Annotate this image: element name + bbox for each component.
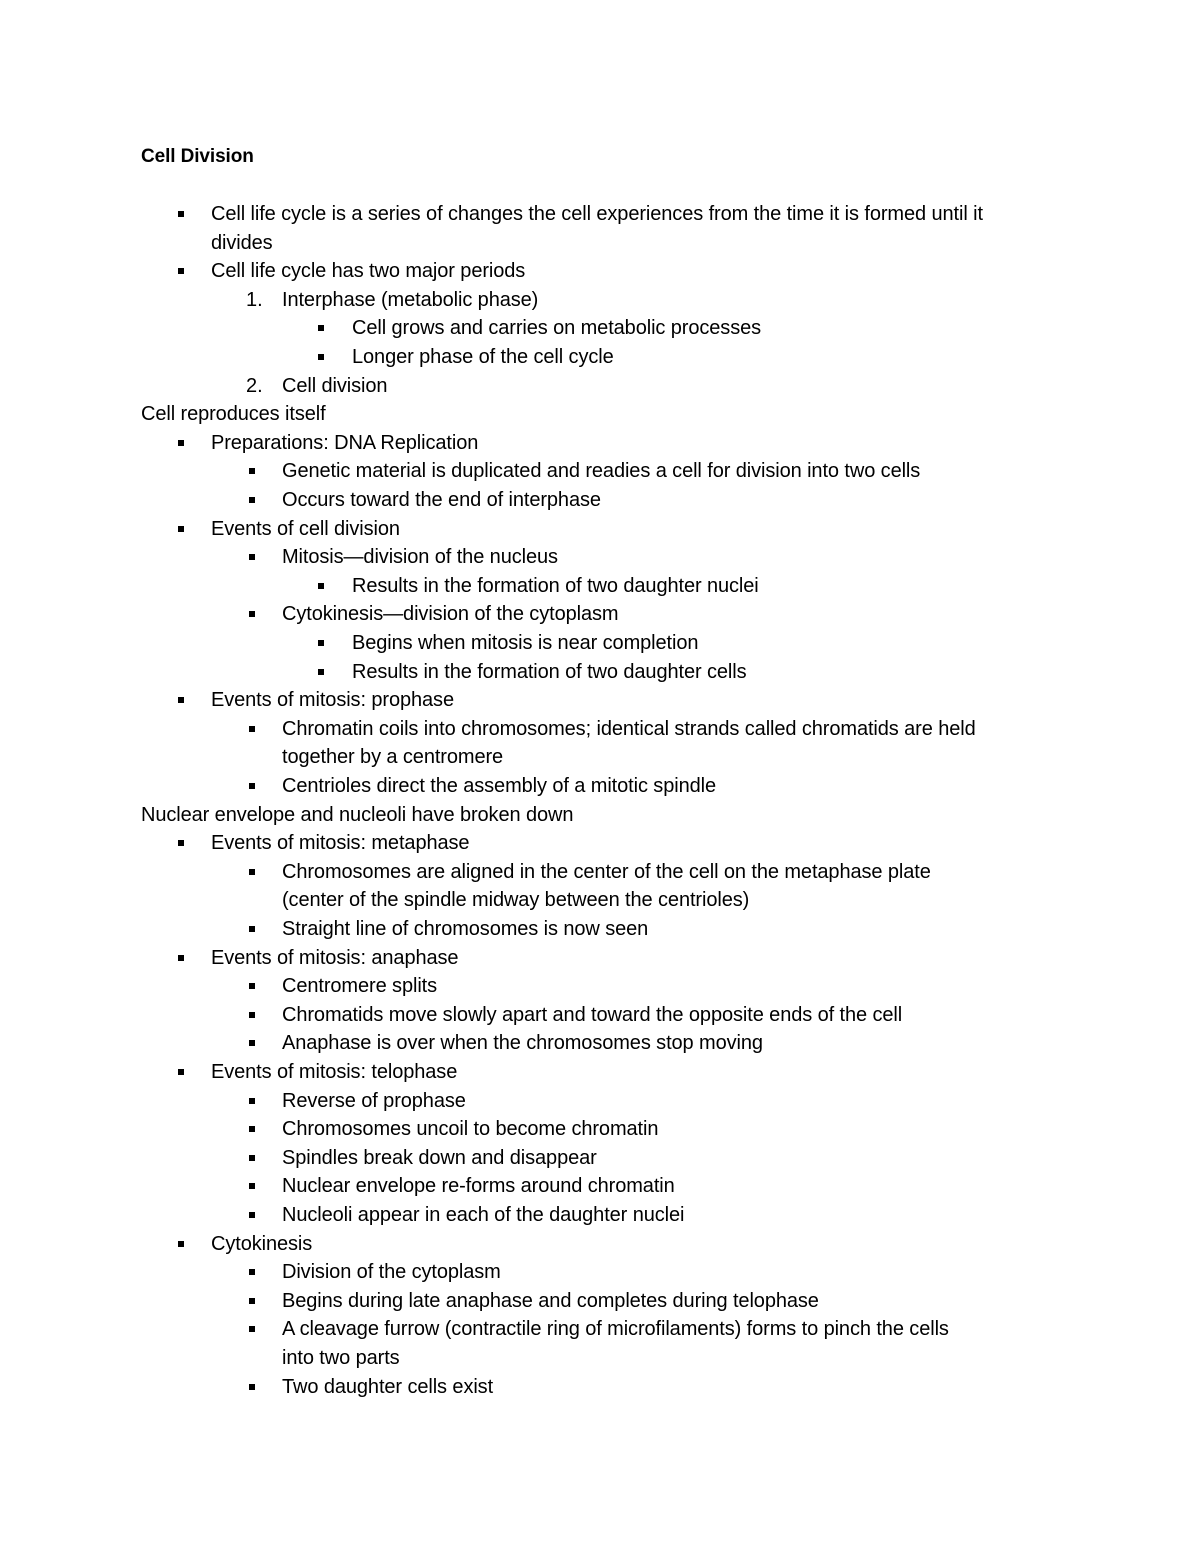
outline-line-text: Cell life cycle has two major periods — [211, 260, 526, 282]
square-bullet-icon — [178, 440, 184, 446]
outline-line-text: Nuclear envelope re-forms around chromatin — [282, 1175, 675, 1197]
square-bullet-icon — [178, 697, 184, 703]
outline-line-text: A cleavage furrow (contractile ring of microfilaments) forms to pinch the cells — [282, 1318, 949, 1340]
outline-line-text: Straight line of chromosomes is now seen — [282, 918, 649, 940]
outline-line-text: Cell division — [282, 375, 388, 397]
square-bullet-icon — [318, 640, 324, 646]
outline-line-text: Nuclear envelope and nucleoli have broken down — [141, 804, 574, 826]
square-bullet-icon — [249, 1269, 255, 1275]
square-bullet-icon — [249, 1012, 255, 1018]
square-bullet-icon — [178, 1069, 184, 1075]
square-bullet-icon — [249, 1183, 255, 1189]
outline-line-text: divides — [211, 232, 273, 254]
outline-line-text: Events of mitosis: prophase — [211, 689, 454, 711]
square-bullet-icon — [249, 1098, 255, 1104]
square-bullet-icon — [249, 1040, 255, 1046]
outline-line-text: Spindles break down and disappear — [282, 1147, 597, 1169]
outline-line-text: Occurs toward the end of interphase — [282, 489, 601, 511]
square-bullet-icon — [249, 1126, 255, 1132]
square-bullet-icon — [249, 1326, 255, 1332]
document-title: Cell Division — [141, 146, 254, 167]
outline-line-text: Cell reproduces itself — [141, 403, 326, 425]
square-bullet-icon — [178, 211, 184, 217]
square-bullet-icon — [178, 1241, 184, 1247]
list-number: 1. — [246, 289, 263, 311]
outline-line-text: Events of mitosis: metaphase — [211, 832, 470, 854]
square-bullet-icon — [249, 611, 255, 617]
outline-line-text: Events of mitosis: telophase — [211, 1061, 458, 1083]
square-bullet-icon — [249, 983, 255, 989]
outline-line-text: Chromosomes uncoil to become chromatin — [282, 1118, 659, 1140]
square-bullet-icon — [318, 325, 324, 331]
square-bullet-icon — [178, 268, 184, 274]
square-bullet-icon — [249, 1384, 255, 1390]
outline-line-text: Chromatids move slowly apart and toward the opposite ends of the cell — [282, 1004, 903, 1026]
outline-line-text: Centromere splits — [282, 975, 438, 997]
outline-line-text: Results in the formation of two daughter cells — [352, 661, 747, 683]
square-bullet-icon — [249, 1212, 255, 1218]
outline-line-text: Preparations: DNA Replication — [211, 432, 479, 454]
list-number: 2. — [246, 375, 263, 397]
square-bullet-icon — [318, 583, 324, 589]
outline-line-text: Mitosis—division of the nucleus — [282, 546, 558, 568]
outline-line-text: Anaphase is over when the chromosomes stop moving — [282, 1032, 763, 1054]
outline-line-text: Nucleoli appear in each of the daughter nuclei — [282, 1204, 685, 1226]
square-bullet-icon — [249, 869, 255, 875]
square-bullet-icon — [249, 726, 255, 732]
square-bullet-icon — [249, 1298, 255, 1304]
outline-line-text: Cytokinesis — [211, 1233, 313, 1255]
outline-line-text: Events of cell division — [211, 518, 400, 540]
outline-line-text: (center of the spindle midway between the centrioles) — [282, 889, 750, 911]
square-bullet-icon — [178, 955, 184, 961]
outline-line-text: Chromatin coils into chromosomes; identical strands called chromatids are held — [282, 718, 976, 740]
square-bullet-icon — [178, 840, 184, 846]
square-bullet-icon — [249, 926, 255, 932]
outline-line-text: into two parts — [282, 1347, 400, 1369]
outline-line-text: Reverse of prophase — [282, 1090, 466, 1112]
outline-line-text: Results in the formation of two daughter nuclei — [352, 575, 759, 597]
square-bullet-icon — [249, 554, 255, 560]
outline-line-text: Cytokinesis—division of the cytoplasm — [282, 603, 619, 625]
square-bullet-icon — [178, 526, 184, 532]
outline-line-text: Chromosomes are aligned in the center of the cell on the metaphase plate — [282, 861, 931, 883]
square-bullet-icon — [249, 1155, 255, 1161]
outline-line-text: Centrioles direct the assembly of a mitotic spindle — [282, 775, 716, 797]
outline-line-text: Cell grows and carries on metabolic processes — [352, 317, 762, 339]
outline-line-text: Begins during late anaphase and completes during telophase — [282, 1290, 819, 1312]
square-bullet-icon — [249, 497, 255, 503]
outline-line-text: Genetic material is duplicated and readies a cell for division into two cells — [282, 460, 921, 482]
square-bullet-icon — [249, 783, 255, 789]
outline-line-text: Longer phase of the cell cycle — [352, 346, 614, 368]
outline-line-text: Cell life cycle is a series of changes the cell experiences from the time it is formed until it — [211, 203, 983, 225]
square-bullet-icon — [318, 354, 324, 360]
square-bullet-icon — [318, 669, 324, 675]
outline-line-text: together by a centromere — [282, 746, 504, 768]
outline-line-text: Begins when mitosis is near completion — [352, 632, 699, 654]
outline-line-text: Division of the cytoplasm — [282, 1261, 501, 1283]
outline-line-text: Events of mitosis: anaphase — [211, 947, 459, 969]
square-bullet-icon — [249, 468, 255, 474]
outline-line-text: Two daughter cells exist — [282, 1376, 494, 1398]
outline-line-text: Interphase (metabolic phase) — [282, 289, 539, 311]
